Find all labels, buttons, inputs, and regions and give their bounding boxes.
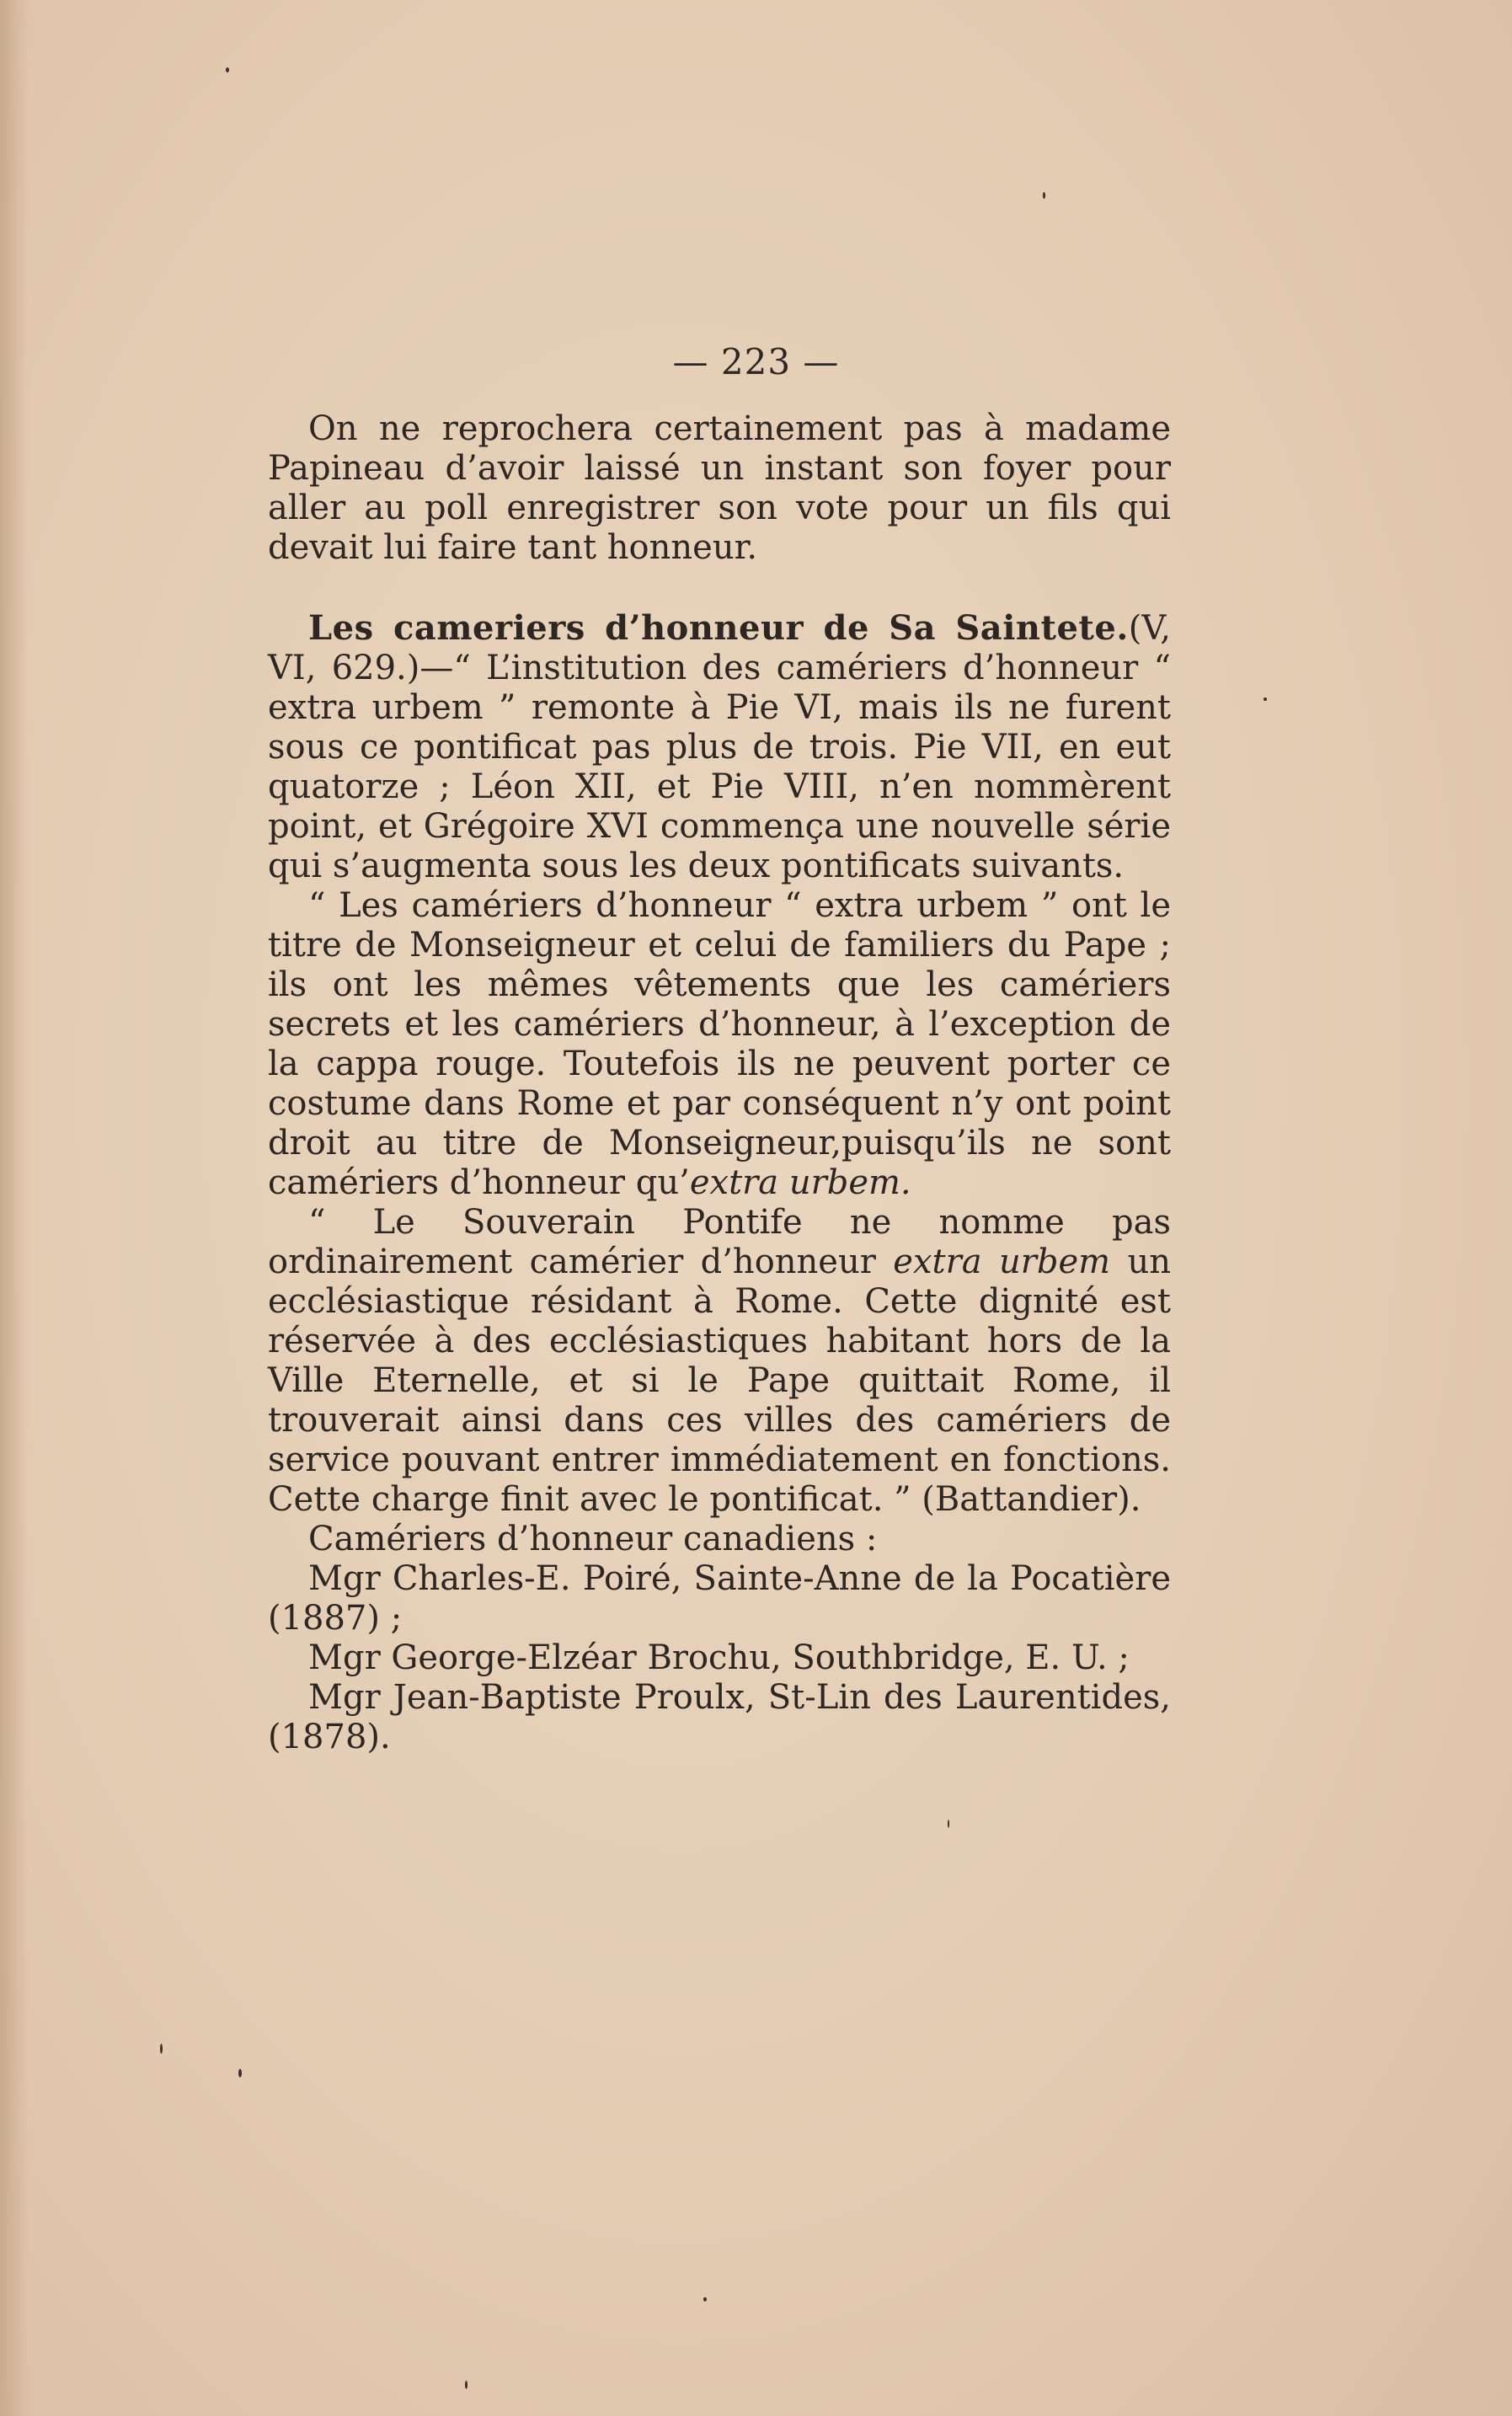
- article-paragraph-3: [268, 1203, 1171, 1520]
- article-heading: Les cameriers d’honneur de Sa Saintete.: [308, 608, 1129, 648]
- scan-speck: [1043, 192, 1045, 199]
- body-text: [268, 409, 1171, 1757]
- scan-speck: [703, 2297, 707, 2301]
- list-item: Mgr George-Elzéar Brochu, Southbridge, E. U. ;: [308, 1638, 1130, 1677]
- scan-speck: [1264, 698, 1267, 701]
- list-heading: Camériers d’honneur canadiens :: [308, 1520, 878, 1558]
- paragraph-2-italic: extra urbem.: [689, 1163, 911, 1202]
- paragraph-2-text: “ Les camériers d’honneur “ extra urbem ” ont le titre de Monseigneur et celui de familiers du Pape ; ils ont les mêmes vêtements que les camériers secrets et les camériers d’honneur, à l’exception de la cappa rouge. Toutefois ils ne peuvent porter ce costume dans Rome et par conséquent n’y ont point droit au titre de Monseigneur,puisqu’ils ne sont camériers d’honneur qu’: [268, 886, 1171, 1202]
- article-paragraph-2: [268, 886, 1171, 1203]
- scan-speck: [226, 67, 229, 72]
- scan-speck: [160, 2044, 163, 2054]
- article-paragraph-1: [268, 608, 1171, 886]
- paragraph-3-start: “ Le Souverain Pontife ne nomme pas ordinairement camérier d’honneur: [268, 1203, 1171, 1281]
- scan-speck: [238, 2069, 242, 2077]
- page-number: — 223 —: [672, 341, 840, 382]
- scan-speck: [948, 1820, 949, 1828]
- paragraph-3-italic: extra urbem: [893, 1243, 1111, 1281]
- intro-paragraph: On ne reprochera certainement pas à madame Papineau d’avoir laissé un instant son foyer pour aller au poll enregistrer son vote pour un fils qui devait lui faire tant honneur.: [268, 409, 1171, 567]
- paragraph-3-end: un ecclésiastique résidant à Rome. Cette dignité est réservée à des ecclésiastiques habitant hors de la Ville Eternelle, et si le Pape quittait Rome, il trouverait ainsi dans ces villes des camériers de service pouvant entrer immédiatement en fonctions. Cette charge finit avec le pontificat. ” (Battandier).: [268, 1243, 1171, 1519]
- list-item: Mgr Jean-Baptiste Proulx, St-Lin des Laurentides, (1878).: [268, 1678, 1171, 1756]
- paragraph-gap: [268, 568, 1171, 608]
- scan-speck: [465, 2381, 467, 2389]
- list-item: Mgr Charles-E. Poiré, Sainte-Anne de la Pocatière (1887) ;: [268, 1559, 1171, 1638]
- article-heading-text: (V, VI, 629.)—“ L’institution des camériers d’honneur “ extra urbem ” remonte à Pie VI, mais ils ne furent sous ce pontificat pas plus de trois. Pie VII, en eut quatorze ; Léon XII, et Pie VIII, n’en nommèrent point, et Grégoire XVI commença une nouvelle série qui s’augmenta sous les deux pontificats suivants.: [268, 609, 1171, 885]
